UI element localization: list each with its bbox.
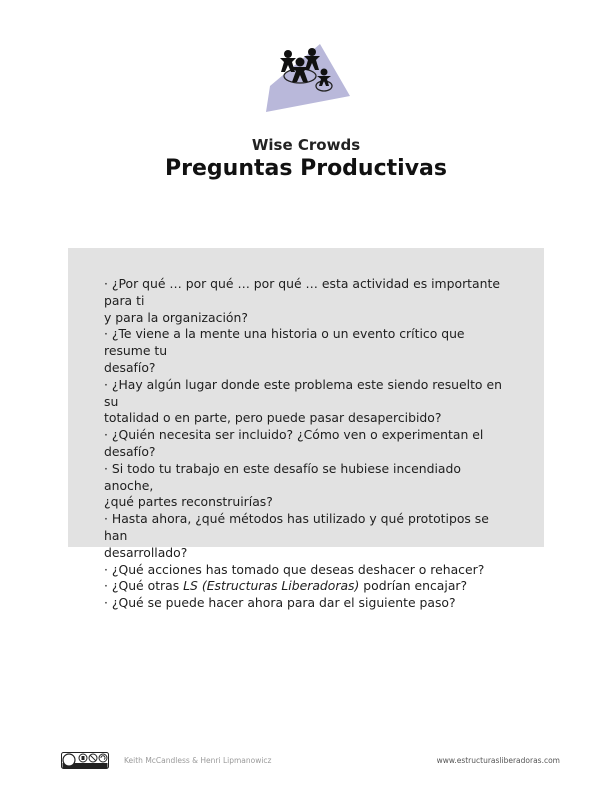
questions-list [104,276,514,612]
creative-commons-license-icon [61,752,109,769]
question-item: · ¿Qué otras LS (Estructuras Liberadoras) podrían encajar? [104,578,468,594]
question-item: · ¿Te viene a la mente una historia o un evento crítico que resume tu desafío? [104,326,465,375]
footer-website-link[interactable]: www.estructurasliberadoras.com [436,756,560,765]
question-item: · ¿Quién necesita ser incluido? ¿Cómo ven o experimentan el desafío? [104,427,484,459]
questions-box [68,248,544,611]
question-item: · Si todo tu trabajo en este desafío se hubiese incendiado anoche, ¿qué partes reconstruirías? [104,460,461,510]
question-item: · ¿Por qué … por qué … por qué … esta actividad es importante para ti y para la organización? [104,276,500,325]
wise-crowds-logo [262,40,352,120]
footer-authors: Keith McCandless & Henri Lipmanowicz [124,756,272,765]
question-item: · ¿Hay algún lugar donde este problema este siendo resuelto en su totalidad o en parte, pero puede pasar desapercibido? [104,376,502,426]
question-item: · Hasta ahora, ¿qué métodos has utilizado y qué prototipos se han desarrollado? [104,511,489,560]
question-item: · ¿Qué acciones has tomado que deseas deshacer o rehacer? [104,561,485,577]
document-subtitle: Wise Crowds [251,136,361,154]
document-title: Preguntas Productivas [165,156,447,181]
page-footer [0,752,612,772]
question-item: · ¿Qué se puede hacer ahora para dar el siguiente paso? [104,595,456,611]
